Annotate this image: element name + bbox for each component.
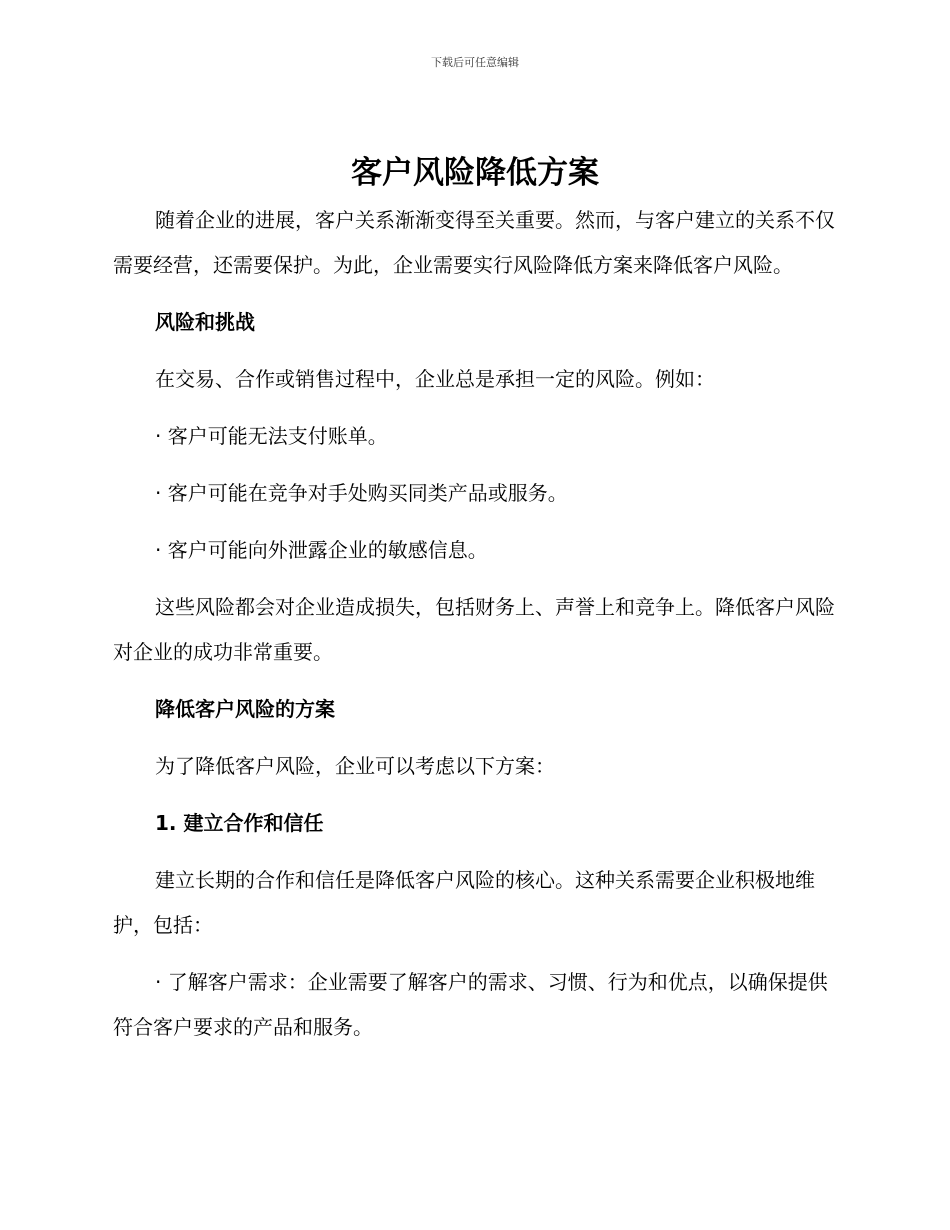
intro-paragraph: 随着企业的进展，客户关系渐渐变得至关重要。然而，与客户建立的关系不仅需要经营，还需要保护。为此，企业需要实行风险降低方案来降低客户风险。: [113, 208, 835, 277]
section-heading-risks: 风险和挑战: [155, 310, 255, 334]
plan-lead-paragraph: 为了降低客户风险，企业可以考虑以下方案：: [155, 754, 555, 778]
subsection-heading-trust: 1. 建立合作和信任: [155, 811, 324, 835]
risks-lead-paragraph: 在交易、合作或销售过程中，企业总是承担一定的风险。例如：: [155, 367, 715, 391]
risk-bullet-item: · 客户可能向外泄露企业的敏感信息。: [155, 538, 488, 562]
risk-bullet-item: · 客户可能在竞争对手处购买同类产品或服务。: [155, 481, 568, 505]
header-note: 下载后可任意编辑: [431, 56, 519, 69]
document-title: 客户风险降低方案: [351, 155, 599, 191]
section-heading-plan: 降低客户风险的方案: [155, 697, 335, 721]
trust-paragraph: 建立长期的合作和信任是降低客户风险的核心。这种关系需要企业积极地维护，包括：: [113, 868, 815, 937]
risk-bullet-item: · 客户可能无法支付账单。: [155, 424, 388, 448]
document-body: [113, 198, 837, 1062]
trust-bullet-item: · 了解客户需求：企业需要了解客户的需求、习惯、行为和优点，以确保提供符合客户要求的产品和服务。: [113, 970, 828, 1039]
risks-summary-paragraph: 这些风险都会对企业造成损失，包括财务上、声誉上和竞争上。降低客户风险对企业的成功非常重要。: [113, 595, 835, 664]
